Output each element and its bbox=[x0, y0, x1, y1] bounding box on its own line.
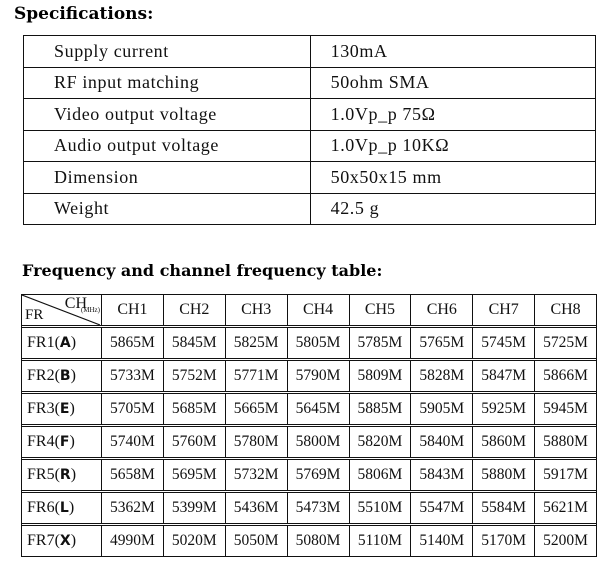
frequency-band-cell bbox=[22, 361, 102, 392]
frequency-cell: 5945M bbox=[535, 394, 597, 425]
band-name: FR5 bbox=[27, 466, 55, 483]
specifications-heading: Specifications: bbox=[14, 4, 154, 24]
channel-header-ch7: CH7 bbox=[473, 295, 535, 326]
band-code-glyph: X bbox=[59, 533, 71, 549]
frequency-row bbox=[22, 427, 597, 458]
open-paren: ( bbox=[54, 334, 60, 351]
frequency-cell: 5645M bbox=[287, 394, 349, 425]
spec-label: RF input matching bbox=[24, 67, 311, 99]
frequency-cell: 5725M bbox=[535, 328, 597, 359]
frequency-cell: 5732M bbox=[225, 460, 287, 491]
frequency-cell: 5140M bbox=[411, 526, 473, 557]
spec-row bbox=[24, 99, 596, 131]
band-name: FR7 bbox=[27, 532, 55, 549]
frequency-cell: 5771M bbox=[225, 361, 287, 392]
corner-ch-label: CH bbox=[64, 295, 87, 312]
spec-value: 1.0Vp_p 10KΩ bbox=[310, 130, 595, 162]
frequency-cell: 5845M bbox=[163, 328, 225, 359]
channel-header-ch2: CH2 bbox=[163, 295, 225, 326]
close-paren: ) bbox=[70, 532, 77, 549]
frequency-cell: 5780M bbox=[225, 427, 287, 458]
frequency-cell: 5547M bbox=[411, 493, 473, 524]
corner-unit-label: (MHz) bbox=[80, 306, 100, 314]
spec-value: 130mA bbox=[310, 36, 595, 68]
spec-label: Weight bbox=[24, 193, 311, 225]
frequency-row bbox=[22, 493, 597, 524]
channel-header-ch3: CH3 bbox=[225, 295, 287, 326]
frequency-cell: 5880M bbox=[535, 427, 597, 458]
spec-value: 50ohm SMA bbox=[310, 67, 595, 99]
frequency-cell: 5510M bbox=[349, 493, 411, 524]
frequency-row bbox=[22, 328, 597, 359]
frequency-cell: 5200M bbox=[535, 526, 597, 557]
frequency-band-cell bbox=[22, 493, 102, 524]
frequency-cell: 5865M bbox=[102, 328, 164, 359]
channel-header-ch5: CH5 bbox=[349, 295, 411, 326]
band-code-glyph: A bbox=[59, 335, 71, 351]
frequency-cell: 5785M bbox=[349, 328, 411, 359]
band-name: FR3 bbox=[27, 400, 55, 417]
frequency-cell: 5840M bbox=[411, 427, 473, 458]
channel-header-ch6: CH6 bbox=[411, 295, 473, 326]
frequency-cell: 5925M bbox=[473, 394, 535, 425]
spec-row bbox=[24, 193, 596, 225]
close-paren: ) bbox=[70, 367, 76, 384]
frequency-cell: 5621M bbox=[535, 493, 597, 524]
frequency-cell: 5866M bbox=[535, 361, 597, 392]
spec-row bbox=[24, 162, 596, 194]
frequency-cell: 5806M bbox=[349, 460, 411, 491]
frequency-cell: 5080M bbox=[287, 526, 349, 557]
frequency-cell: 5740M bbox=[102, 427, 164, 458]
corner-fr-label: FR bbox=[25, 307, 44, 323]
frequency-cell: 5820M bbox=[349, 427, 411, 458]
spec-label: Video output voltage bbox=[24, 99, 311, 131]
frequency-cell: 5805M bbox=[287, 328, 349, 359]
close-paren: ) bbox=[70, 466, 77, 483]
spec-label: Audio output voltage bbox=[24, 130, 311, 162]
open-paren: ( bbox=[54, 499, 60, 516]
frequency-band-cell bbox=[22, 394, 102, 425]
frequency-cell: 5880M bbox=[473, 460, 535, 491]
band-code-glyph: E bbox=[59, 401, 70, 417]
frequency-cell: 5765M bbox=[411, 328, 473, 359]
frequency-row bbox=[22, 394, 597, 425]
frequency-cell: 5760M bbox=[163, 427, 225, 458]
corner-header-cell bbox=[22, 295, 102, 326]
channel-header-row bbox=[22, 295, 597, 326]
open-paren: ( bbox=[54, 400, 60, 417]
frequency-cell: 5885M bbox=[349, 394, 411, 425]
band-name: FR4 bbox=[27, 433, 55, 450]
frequency-cell: 5733M bbox=[102, 361, 164, 392]
frequency-cell: 5825M bbox=[225, 328, 287, 359]
frequency-cell: 5843M bbox=[411, 460, 473, 491]
frequency-cell: 5020M bbox=[163, 526, 225, 557]
spec-value: 50x50x15 mm bbox=[310, 162, 595, 194]
frequency-cell: 5860M bbox=[473, 427, 535, 458]
channel-header-ch4: CH4 bbox=[287, 295, 349, 326]
frequency-cell: 5745M bbox=[473, 328, 535, 359]
frequency-cell: 5110M bbox=[349, 526, 411, 557]
spec-row bbox=[24, 130, 596, 162]
frequency-cell: 5790M bbox=[287, 361, 349, 392]
close-paren: ) bbox=[68, 499, 75, 516]
frequency-row bbox=[22, 526, 597, 557]
band-code-glyph: R bbox=[59, 467, 71, 483]
frequency-cell: 5399M bbox=[163, 493, 225, 524]
frequency-row bbox=[22, 460, 597, 491]
frequency-cell: 5847M bbox=[473, 361, 535, 392]
spec-row bbox=[24, 36, 596, 68]
frequency-cell: 5828M bbox=[411, 361, 473, 392]
frequency-band-cell bbox=[22, 427, 102, 458]
frequency-cell: 5917M bbox=[535, 460, 597, 491]
close-paren: ) bbox=[70, 334, 77, 351]
open-paren: ( bbox=[54, 433, 60, 450]
spec-value: 1.0Vp_p 75Ω bbox=[310, 99, 595, 131]
specifications-table bbox=[23, 35, 596, 225]
frequency-band-cell bbox=[22, 328, 102, 359]
frequency-cell: 5752M bbox=[163, 361, 225, 392]
frequency-cell: 5769M bbox=[287, 460, 349, 491]
spec-row bbox=[24, 67, 596, 99]
open-paren: ( bbox=[54, 532, 60, 549]
frequency-row bbox=[22, 361, 597, 392]
frequency-cell: 5436M bbox=[225, 493, 287, 524]
frequency-table-heading: Frequency and channel frequency table: bbox=[22, 261, 383, 280]
frequency-cell: 5665M bbox=[225, 394, 287, 425]
frequency-band-cell bbox=[22, 460, 102, 491]
band-code-glyph: L bbox=[59, 500, 69, 516]
frequency-band-cell bbox=[22, 526, 102, 557]
band-code-glyph: F bbox=[59, 434, 70, 450]
frequency-cell: 5584M bbox=[473, 493, 535, 524]
close-paren: ) bbox=[69, 400, 75, 417]
spec-label: Dimension bbox=[24, 162, 311, 194]
band-name: FR6 bbox=[27, 499, 55, 516]
open-paren: ( bbox=[54, 367, 60, 384]
band-name: FR1 bbox=[27, 334, 55, 351]
frequency-cell: 5473M bbox=[287, 493, 349, 524]
close-paren: ) bbox=[69, 433, 75, 450]
frequency-cell: 5809M bbox=[349, 361, 411, 392]
band-code-glyph: B bbox=[59, 368, 71, 384]
frequency-channel-table bbox=[21, 294, 597, 557]
band-name: FR2 bbox=[27, 367, 55, 384]
frequency-cell: 5705M bbox=[102, 394, 164, 425]
frequency-cell: 5685M bbox=[163, 394, 225, 425]
frequency-cell: 5170M bbox=[473, 526, 535, 557]
open-paren: ( bbox=[54, 466, 60, 483]
frequency-cell: 5695M bbox=[163, 460, 225, 491]
frequency-cell: 5658M bbox=[102, 460, 164, 491]
spec-value: 42.5 g bbox=[310, 193, 595, 225]
frequency-cell: 5800M bbox=[287, 427, 349, 458]
spec-label: Supply current bbox=[24, 36, 311, 68]
frequency-cell: 5362M bbox=[102, 493, 164, 524]
frequency-cell: 4990M bbox=[102, 526, 164, 557]
channel-header-ch8: CH8 bbox=[535, 295, 597, 326]
frequency-cell: 5905M bbox=[411, 394, 473, 425]
frequency-cell: 5050M bbox=[225, 526, 287, 557]
channel-header-ch1: CH1 bbox=[102, 295, 164, 326]
